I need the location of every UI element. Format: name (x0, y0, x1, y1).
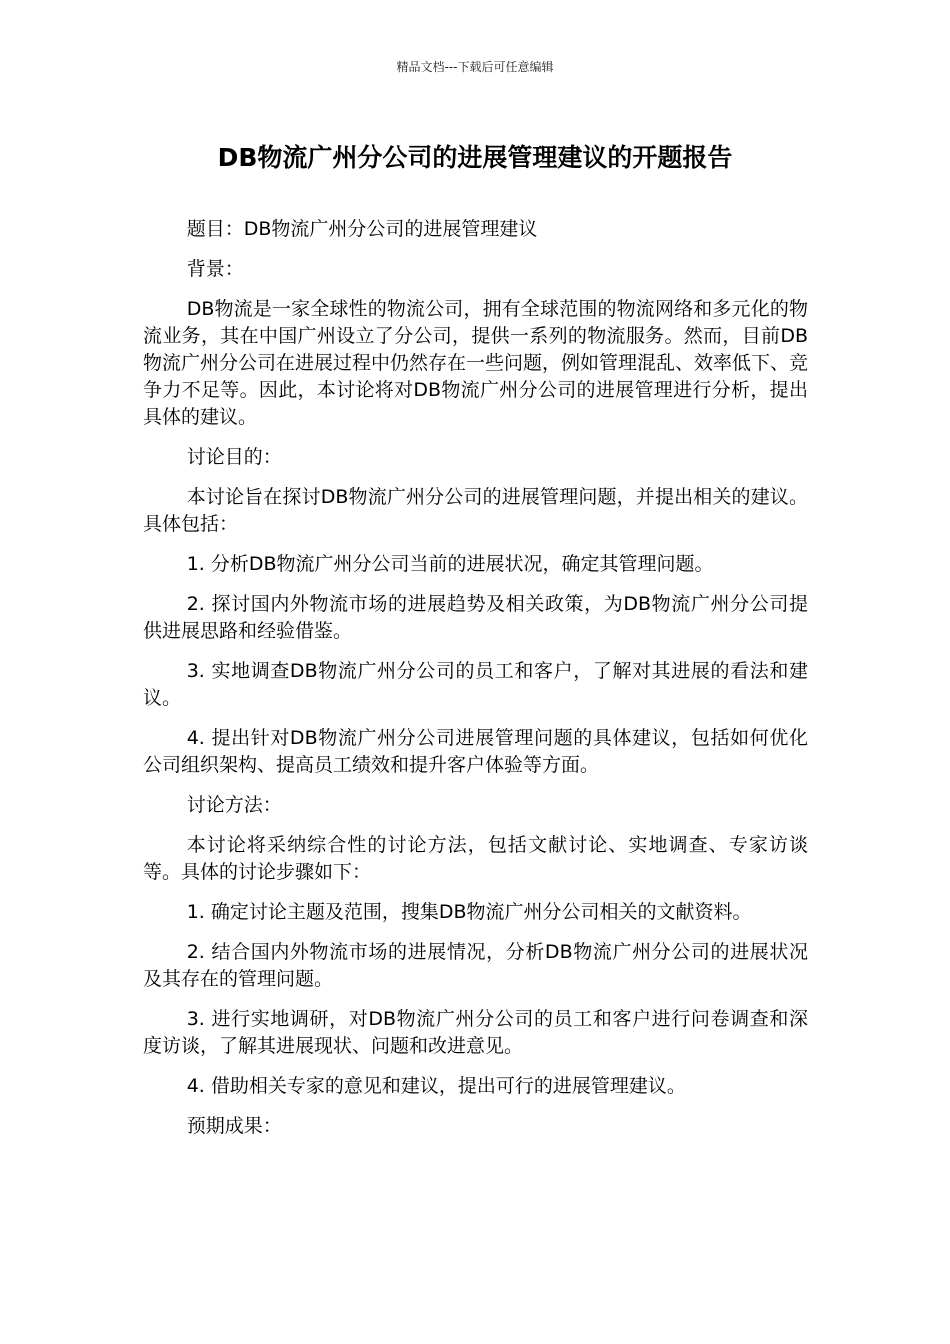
section-heading-outcome: 预期成果： (186, 1115, 282, 1137)
method-step: 3. 进行实地调研，对DB物流广州分公司的员工和客户进行问卷调查和深度访谈，了解其进展现状、问题和改进意见。 (143, 1008, 808, 1057)
section-heading-purpose: 讨论目的： (186, 446, 282, 468)
purpose-paragraph: 本讨论旨在探讨DB物流广州分公司的进展管理问题，并提出相关的建议。具体包括： (143, 486, 808, 535)
method-step: 1. 确定讨论主题及范围，搜集DB物流广州分公司相关的文献资料。 (186, 901, 752, 923)
page-header-note: 精品文档---下载后可任意编辑 (396, 60, 554, 74)
method-paragraph: 本讨论将采纳综合性的讨论方法，包括文献讨论、实地调查、专家访谈等。具体的讨论步骤如下： (143, 834, 808, 883)
purpose-item: 3. 实地调查DB物流广州分公司的员工和客户，了解对其进展的看法和建议。 (143, 660, 808, 709)
method-step: 2. 结合国内外物流市场的进展情况，分析DB物流广州分公司的进展状况及其存在的管理问题。 (143, 941, 808, 990)
background-paragraph: DB物流是一家全球性的物流公司，拥有全球范围的物流网络和多元化的物流业务，其在中国广州设立了分公司，提供一系列的物流服务。然而，目前DB物流广州分公司在进展过程中仍然存在一些问题，例如管理混乱、效率低下、竞争力不足等。因此，本讨论将对DB物流广州分公司的进展管理进行分析，提出具体的建议。 (143, 298, 809, 428)
purpose-item: 1. 分析DB物流广州分公司当前的进展状况，确定其管理问题。 (186, 553, 714, 575)
section-heading-background: 背景： (186, 258, 244, 280)
document-title: DB物流广州分公司的进展管理建议的开题报告 (217, 143, 733, 172)
purpose-item: 2. 探讨国内外物流市场的进展趋势及相关政策，为DB物流广州分公司提供进展思路和经验借鉴。 (143, 593, 808, 642)
topic-line: 题目：DB物流广州分公司的进展管理建议 (186, 218, 538, 240)
section-heading-method: 讨论方法： (186, 794, 282, 816)
purpose-item: 4. 提出针对DB物流广州分公司进展管理问题的具体建议，包括如何优化公司组织架构、提高员工绩效和提升客户体验等方面。 (143, 727, 808, 776)
document-body (143, 216, 808, 1153)
method-step: 4. 借助相关专家的意见和建议，提出可行的进展管理建议。 (186, 1075, 686, 1097)
